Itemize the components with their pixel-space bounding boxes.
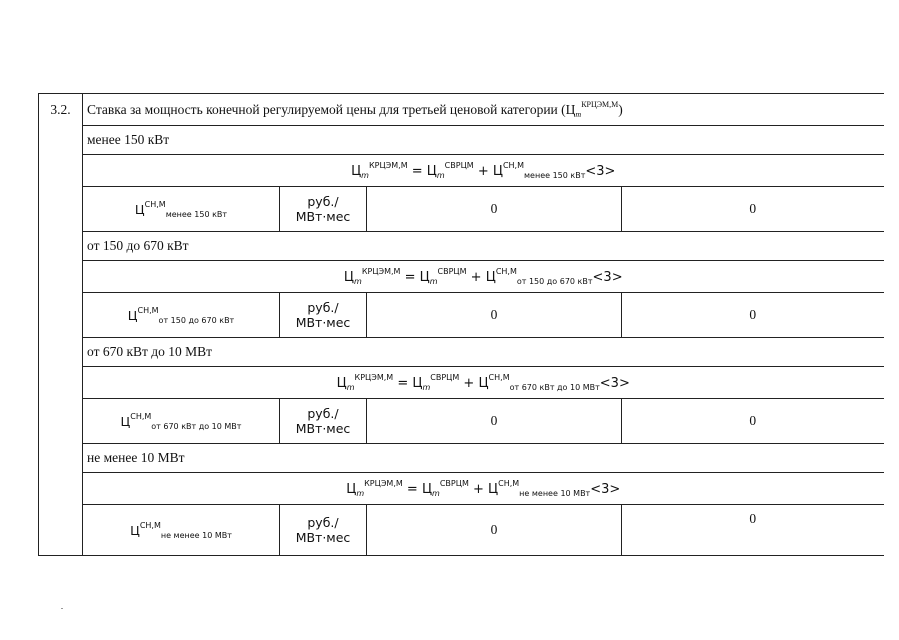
unit-line2: МВт·мес <box>295 530 351 545</box>
formula-lhs-sub: m <box>346 383 355 392</box>
formula-lhs-sup: КРЦЭМ,М <box>361 267 401 276</box>
formula-b-sub: не менее 10 МВт <box>519 489 591 498</box>
formula-lhs-sup: КРЦЭМ,М <box>354 373 394 382</box>
unit-line2: МВт·мес <box>295 421 351 436</box>
param-base: Ц <box>134 201 145 217</box>
unit-line1: руб./ <box>307 300 339 315</box>
table-title <box>83 94 884 126</box>
group-header-row <box>39 338 884 367</box>
group-label: от 670 кВт до 10 МВт <box>83 338 884 367</box>
param-sub: менее 150 кВт <box>165 209 228 219</box>
group-label: от 150 до 670 кВт <box>83 232 884 261</box>
unit-cell <box>280 293 367 338</box>
formula-plus: + <box>468 482 489 497</box>
table-title-sup: КРЦЭМ,М <box>581 100 619 109</box>
group-header-row <box>39 444 884 473</box>
formula-b-base: Ц <box>485 270 496 285</box>
formula-b-base: Ц <box>492 164 503 179</box>
formula-lhs-base: Ц <box>336 376 347 391</box>
formula-b-sup: СН,М <box>502 161 524 170</box>
formula-plus: + <box>473 164 493 179</box>
group-formula-row <box>39 473 884 505</box>
formula-lhs-sub: m <box>361 171 369 180</box>
param-cell <box>83 187 280 232</box>
formula-a-sup: СВРЦМ <box>444 161 474 170</box>
param-sup: СН,М <box>137 305 159 315</box>
formula-b-sub: от 150 до 670 кВт <box>516 277 593 286</box>
group-formula-row <box>39 261 884 293</box>
unit-cell <box>280 187 367 232</box>
group-value-row <box>39 293 884 338</box>
param-base: Ц <box>120 413 131 429</box>
param-sup: СН,М <box>139 520 161 530</box>
unit-line1: руб./ <box>307 515 339 530</box>
formula-eq: = <box>393 376 413 391</box>
formula-a-sub: m <box>432 489 440 498</box>
value-cell-1: 0 <box>367 187 622 232</box>
group-formula <box>83 155 884 187</box>
unit-line2: МВт·мес <box>295 315 351 330</box>
formula-plus: + <box>466 270 486 285</box>
param-base: Ц <box>130 522 140 538</box>
formula-b-sub: менее 150 кВт <box>524 171 586 180</box>
table-title-sub: m <box>575 110 582 119</box>
param-sub: не менее 10 МВт <box>160 530 232 540</box>
group-formula <box>83 367 884 399</box>
group-formula-row <box>39 367 884 399</box>
scan-speck <box>61 608 63 609</box>
formula-note: <3> <box>590 482 621 497</box>
formula-b-sup: СН,М <box>495 267 517 276</box>
group-label: не менее 10 МВт <box>83 444 884 473</box>
formula-lhs-sub: m <box>356 489 365 498</box>
formula-lhs-sub: m <box>354 277 362 286</box>
table-title-close: ) <box>618 102 623 117</box>
row-number: 3.2. <box>39 94 83 556</box>
formula-a-sub: m <box>436 171 445 180</box>
formula-a-sup: СВРЦМ <box>439 479 469 488</box>
formula-lhs-sup: КРЦЭМ,М <box>364 479 403 488</box>
group-header-row <box>39 126 884 155</box>
formula-a-base: Ц <box>419 270 430 285</box>
param-cell <box>83 293 280 338</box>
group-header-row <box>39 232 884 261</box>
formula-b-sup: СН,М <box>498 479 520 488</box>
group-formula <box>83 261 884 293</box>
formula-a-sub: m <box>422 383 431 392</box>
unit-cell <box>280 399 367 444</box>
value-cell-1: 0 <box>367 293 622 338</box>
unit-line2: МВт·мес <box>295 209 351 224</box>
tariff-table-sheet <box>38 93 883 556</box>
group-value-row <box>39 505 884 556</box>
param-base: Ц <box>127 307 138 323</box>
value-cell-2: 0 <box>622 505 884 556</box>
table-title-text: Ставка за мощность конечной регулируемой цены для третьей ценовой категории (Ц <box>87 102 576 117</box>
param-sub: от 670 кВт до 10 МВт <box>151 421 242 431</box>
unit-line1: руб./ <box>307 194 339 209</box>
formula-a-sup: СВРЦМ <box>437 267 467 276</box>
formula-lhs-base: Ц <box>351 164 362 179</box>
value-cell-2: 0 <box>622 187 884 232</box>
param-cell <box>83 505 280 556</box>
param-cell <box>83 399 280 444</box>
formula-b-sup: СН,М <box>488 373 510 382</box>
tariff-table <box>38 93 884 556</box>
formula-lhs-base: Ц <box>346 482 357 497</box>
formula-a-sub: m <box>429 277 438 286</box>
formula-a-base: Ц <box>426 164 437 179</box>
formula-plus: + <box>459 376 479 391</box>
formula-a-base: Ц <box>421 482 433 497</box>
formula-note: <3> <box>585 164 616 179</box>
table-title-row <box>39 94 884 126</box>
unit-cell <box>280 505 367 556</box>
formula-note: <3> <box>592 270 623 285</box>
group-value-row <box>39 187 884 232</box>
formula-note: <3> <box>599 376 630 391</box>
formula-a-sup: СВРЦМ <box>430 373 460 382</box>
value-cell-1: 0 <box>367 505 622 556</box>
group-label: менее 150 кВт <box>83 126 884 155</box>
formula-eq: = <box>402 482 422 497</box>
value-cell-2: 0 <box>622 293 884 338</box>
param-sub: от 150 до 670 кВт <box>158 315 235 325</box>
param-sup: СН,М <box>144 199 166 209</box>
group-formula <box>83 473 884 505</box>
formula-eq: = <box>407 164 427 179</box>
param-sup: СН,М <box>130 411 152 421</box>
group-value-row <box>39 399 884 444</box>
formula-b-sub: от 670 кВт до 10 МВт <box>509 383 600 392</box>
formula-b-base: Ц <box>478 376 489 391</box>
group-formula-row <box>39 155 884 187</box>
unit-line1: руб./ <box>307 406 339 421</box>
value-cell-1: 0 <box>367 399 622 444</box>
formula-lhs-base: Ц <box>343 270 355 285</box>
formula-lhs-sup: КРЦЭМ,М <box>368 161 408 170</box>
formula-eq: = <box>400 270 420 285</box>
value-cell-2: 0 <box>622 399 884 444</box>
formula-a-base: Ц <box>412 376 423 391</box>
formula-b-base: Ц <box>488 482 499 497</box>
